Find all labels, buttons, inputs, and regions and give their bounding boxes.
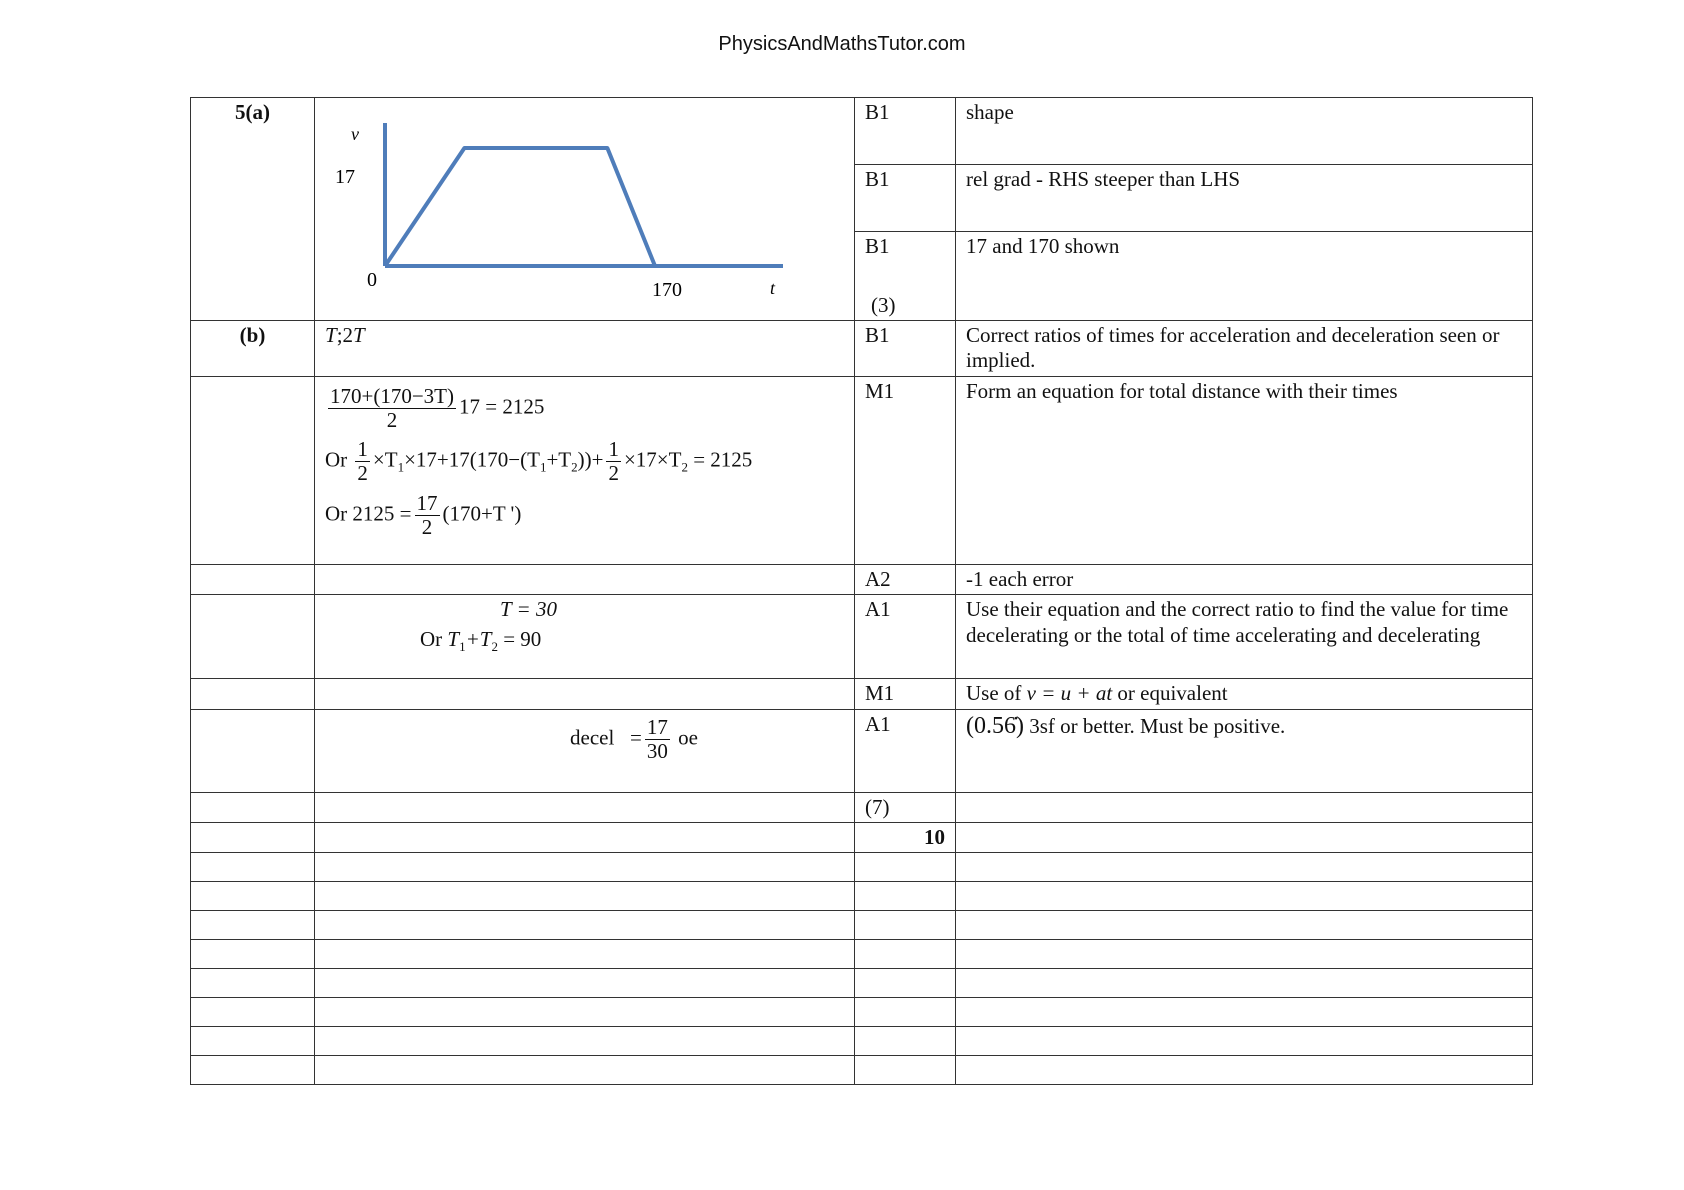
term: ×T <box>372 447 398 472</box>
subscript: 1 <box>539 459 547 475</box>
term: (170+T ') <box>442 500 522 525</box>
denominator: 2 <box>421 514 433 539</box>
empty-cell <box>191 1026 315 1055</box>
mark-note <box>956 679 1533 709</box>
empty-cell <box>315 792 855 822</box>
equation-line <box>325 438 844 485</box>
working-term: T <box>353 323 365 348</box>
table-row <box>191 709 1533 792</box>
empty-cell <box>855 852 956 881</box>
table-row <box>191 1055 1533 1084</box>
subscript: 2 <box>681 459 688 475</box>
term: ×17+17(170−(T <box>404 447 540 472</box>
empty-cell <box>315 822 855 852</box>
term: ))+ <box>577 447 604 472</box>
empty-cell <box>315 939 855 968</box>
empty-cell <box>191 1055 315 1084</box>
empty-cell <box>191 595 315 679</box>
mark-note: 17 and 170 shown <box>956 232 1533 321</box>
working <box>315 377 855 565</box>
term: T <box>447 626 460 651</box>
working <box>315 709 855 792</box>
empty-cell <box>855 1026 956 1055</box>
mark-code: A1 <box>855 595 956 679</box>
empty-cell <box>191 997 315 1026</box>
table-row <box>191 565 1533 595</box>
or-label: Or <box>420 626 443 651</box>
empty-cell <box>855 1055 956 1084</box>
empty-cell <box>191 968 315 997</box>
fraction <box>606 438 621 485</box>
empty-cell <box>956 997 1533 1026</box>
empty-cell <box>956 1055 1533 1084</box>
empty-cell <box>855 939 956 968</box>
subscript: 2 <box>571 459 578 475</box>
table-row <box>191 881 1533 910</box>
empty-cell <box>956 822 1533 852</box>
empty-cell <box>956 852 1533 881</box>
empty-cell <box>855 968 956 997</box>
empty-cell <box>315 910 855 939</box>
table-row <box>191 1026 1533 1055</box>
empty-cell <box>315 852 855 881</box>
term: decel <box>570 724 615 749</box>
empty-cell <box>956 910 1533 939</box>
table-row <box>191 910 1533 939</box>
subscript: 1 <box>397 459 405 475</box>
term: oe <box>678 724 698 749</box>
empty-cell <box>855 997 956 1026</box>
empty-cell <box>956 881 1533 910</box>
subtotal: (7) <box>855 792 956 822</box>
empty-cell <box>855 910 956 939</box>
term: +T <box>546 447 572 472</box>
term: 2125 = <box>352 500 412 525</box>
graph-cell <box>315 98 855 321</box>
equation-line <box>325 712 844 763</box>
empty-cell <box>191 565 315 595</box>
note-text: or equivalent <box>1117 681 1228 706</box>
velocity-time-graph <box>315 98 855 314</box>
table-row <box>191 968 1533 997</box>
numerator: 17 <box>416 490 438 515</box>
table-row <box>191 939 1533 968</box>
term: = 90 <box>497 626 542 651</box>
working-term: ;2 <box>336 323 354 348</box>
question-total: 10 <box>855 822 956 852</box>
numerator: 1 <box>357 437 368 462</box>
origin-label: 0 <box>367 269 377 291</box>
empty-cell <box>191 852 315 881</box>
table-row <box>191 997 1533 1026</box>
denominator: 2 <box>386 408 398 433</box>
v-axis-label: v <box>351 124 359 144</box>
equation-line <box>325 492 844 539</box>
empty-cell <box>315 997 855 1026</box>
t-axis-label: t <box>770 278 776 298</box>
term: = <box>630 724 642 749</box>
note-equation: v = u + at <box>1026 681 1113 706</box>
empty-cell <box>956 1026 1533 1055</box>
working <box>315 321 855 377</box>
empty-cell <box>191 792 315 822</box>
empty-cell <box>956 939 1533 968</box>
mark-cell <box>855 232 956 321</box>
denominator: 2 <box>357 461 368 486</box>
empty-cell <box>191 679 315 709</box>
subscript: 2 <box>491 638 498 654</box>
mark-note: -1 each error <box>956 565 1533 595</box>
equation-line <box>325 627 844 655</box>
mark-code: B1 <box>855 98 956 165</box>
term: T = 30 <box>500 597 557 622</box>
empty-cell <box>315 679 855 709</box>
fraction <box>645 716 670 763</box>
fraction <box>328 385 456 432</box>
empty-cell <box>315 1026 855 1055</box>
mark-code: B1 <box>855 321 956 377</box>
numerator: 170+(170−3T) <box>330 384 455 409</box>
working-term: T <box>325 323 337 348</box>
table-row <box>191 679 1533 709</box>
mark-code: B1 <box>855 165 956 232</box>
mark-code: M1 <box>855 679 956 709</box>
v-max-label: 17 <box>335 166 355 188</box>
empty-cell <box>191 939 315 968</box>
empty-cell <box>956 792 1533 822</box>
note-text: Use of <box>966 681 1022 706</box>
empty-cell <box>191 881 315 910</box>
term: = 2125 <box>687 447 753 472</box>
mark-note: shape <box>956 98 1533 165</box>
t-value-label: 170 <box>652 279 682 301</box>
empty-cell <box>855 881 956 910</box>
empty-cell <box>315 881 855 910</box>
numerator: 17 <box>646 714 668 739</box>
table-row <box>191 852 1533 881</box>
denominator: 2 <box>608 461 619 486</box>
empty-cell <box>191 822 315 852</box>
equation-line <box>325 385 844 432</box>
working <box>315 595 855 679</box>
empty-cell <box>315 968 855 997</box>
empty-cell <box>191 709 315 792</box>
table-row <box>191 792 1533 822</box>
or-label: Or <box>325 447 348 472</box>
empty-cell <box>315 1055 855 1084</box>
question-number: 5(a) <box>191 98 315 321</box>
mark-code: A1 <box>855 709 956 792</box>
mark-note: Use their equation and the correct ratio to find the value for time decelerating or the total of time accelerating and decelerating <box>956 595 1533 679</box>
velocity-profile-line <box>385 148 655 266</box>
table-row <box>191 98 1533 165</box>
term: +T <box>465 626 492 651</box>
mark-note: Form an equation for total distance with their times <box>956 377 1533 565</box>
fraction <box>355 438 370 485</box>
mark-note: rel grad - RHS steeper than LHS <box>956 165 1533 232</box>
table-row <box>191 321 1533 377</box>
subtotal: (3) <box>871 293 896 317</box>
mark-code: A2 <box>855 565 956 595</box>
page-header: PhysicsAndMathsTutor.com <box>718 33 966 55</box>
numerator: 1 <box>608 437 619 462</box>
note-text: 3sf or better. Must be positive. <box>1029 713 1286 738</box>
empty-cell <box>191 377 315 565</box>
empty-cell <box>315 565 855 595</box>
denominator: 30 <box>646 738 668 763</box>
equation-rest: 17 = 2125 <box>459 394 545 419</box>
term: ×17×T <box>623 447 682 472</box>
mark-code: M1 <box>855 377 956 565</box>
mark-note <box>956 709 1533 792</box>
table-row <box>191 595 1533 679</box>
empty-cell <box>956 968 1533 997</box>
or-label: Or <box>325 500 348 525</box>
equation-line <box>325 597 844 622</box>
note-value: (0.56̇) <box>966 712 1024 739</box>
table-row <box>191 822 1533 852</box>
question-part: (b) <box>191 321 315 377</box>
subscript: 1 <box>459 638 466 654</box>
mark-code: B1 <box>865 234 890 259</box>
fraction <box>415 492 440 539</box>
empty-cell <box>191 910 315 939</box>
mark-note: Correct ratios of times for acceleration and deceleration seen or implied. <box>956 321 1533 377</box>
mark-scheme-table <box>190 97 1533 1085</box>
table-row <box>191 377 1533 565</box>
